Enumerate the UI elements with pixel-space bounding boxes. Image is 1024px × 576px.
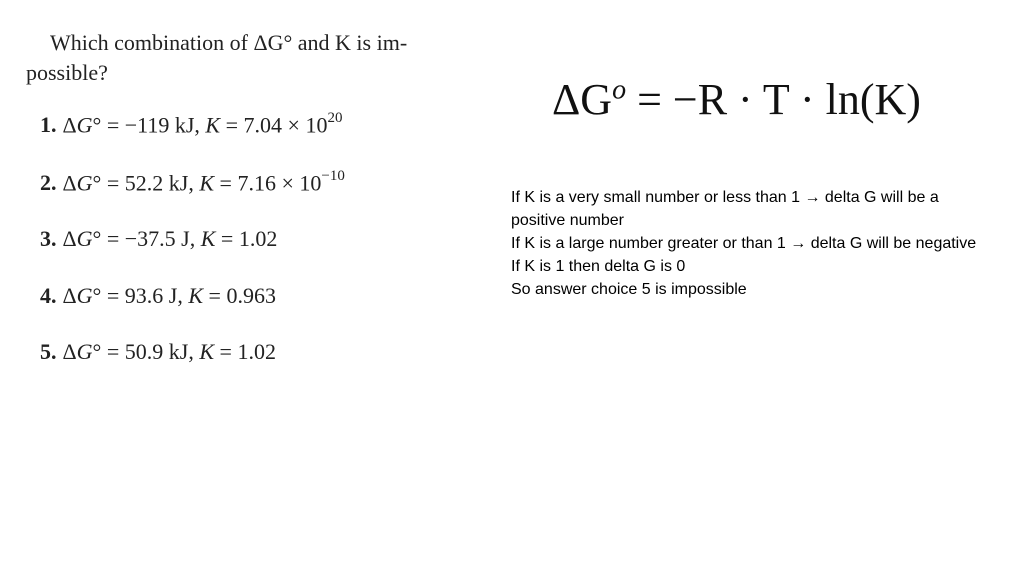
choice-k: 7.16 × 10 <box>237 170 322 196</box>
explanation-line-3: If K is 1 then delta G is 0 <box>511 258 686 275</box>
choice-number: 2. <box>40 170 57 196</box>
choice-exponent: 20 <box>327 110 343 126</box>
gibbs-formula <box>552 74 921 125</box>
choice-number: 4. <box>40 283 57 308</box>
choice-k: 0.963 <box>226 283 276 308</box>
choice-k: 7.04 × 10 <box>243 112 328 138</box>
choice-k: 1.02 <box>237 339 276 364</box>
choice-1: 1. ΔG° = −119 kJ, $K = 7.04 \times 10^{20}$ <box>40 110 343 138</box>
formula-superscript: o <box>612 74 627 106</box>
question-line-1: Which combination of ΔG° and K is im- <box>50 30 408 55</box>
choice-delta-g: 52.2 kJ <box>124 170 189 196</box>
explanation-text <box>511 186 996 301</box>
question-line-2: possible? <box>26 60 108 85</box>
explanation-line-4: So answer choice 5 is impossible <box>511 281 747 298</box>
choice-delta-g: −37.5 J <box>124 226 190 251</box>
choice-2: 2. ΔG° = 52.2 kJ, $K = 7.16 \times 10^{-10}$ <box>40 168 345 196</box>
choice-number: 1. <box>40 112 57 138</box>
choice-3: 3. ΔG° = −37.5 J, K = 1.02 <box>40 226 278 251</box>
choice-5: 5. ΔG° = 50.9 kJ, K = 1.02 <box>40 339 276 364</box>
choice-delta-g: 50.9 kJ <box>124 339 189 364</box>
formula-lhs: ΔG <box>552 75 613 124</box>
choice-number: 3. <box>40 226 57 251</box>
explanation-line-1: If K is a very small number or less than 1 → delta G will be a positive number <box>511 189 939 229</box>
choice-delta-g: −119 kJ <box>124 112 195 138</box>
choice-4: 4. ΔG° = 93.6 J, K = 0.963 <box>40 283 276 308</box>
choice-exponent: −10 <box>321 168 345 184</box>
formula-rhs: = −R · T · ln(K) <box>626 75 921 124</box>
explanation-line-2: If K is a large number greater or than 1 → delta G will be negative <box>511 235 977 252</box>
choice-delta-g: 93.6 J <box>124 283 178 308</box>
choice-number: 5. <box>40 339 57 364</box>
question-text <box>26 28 506 88</box>
choice-k: 1.02 <box>238 226 278 251</box>
